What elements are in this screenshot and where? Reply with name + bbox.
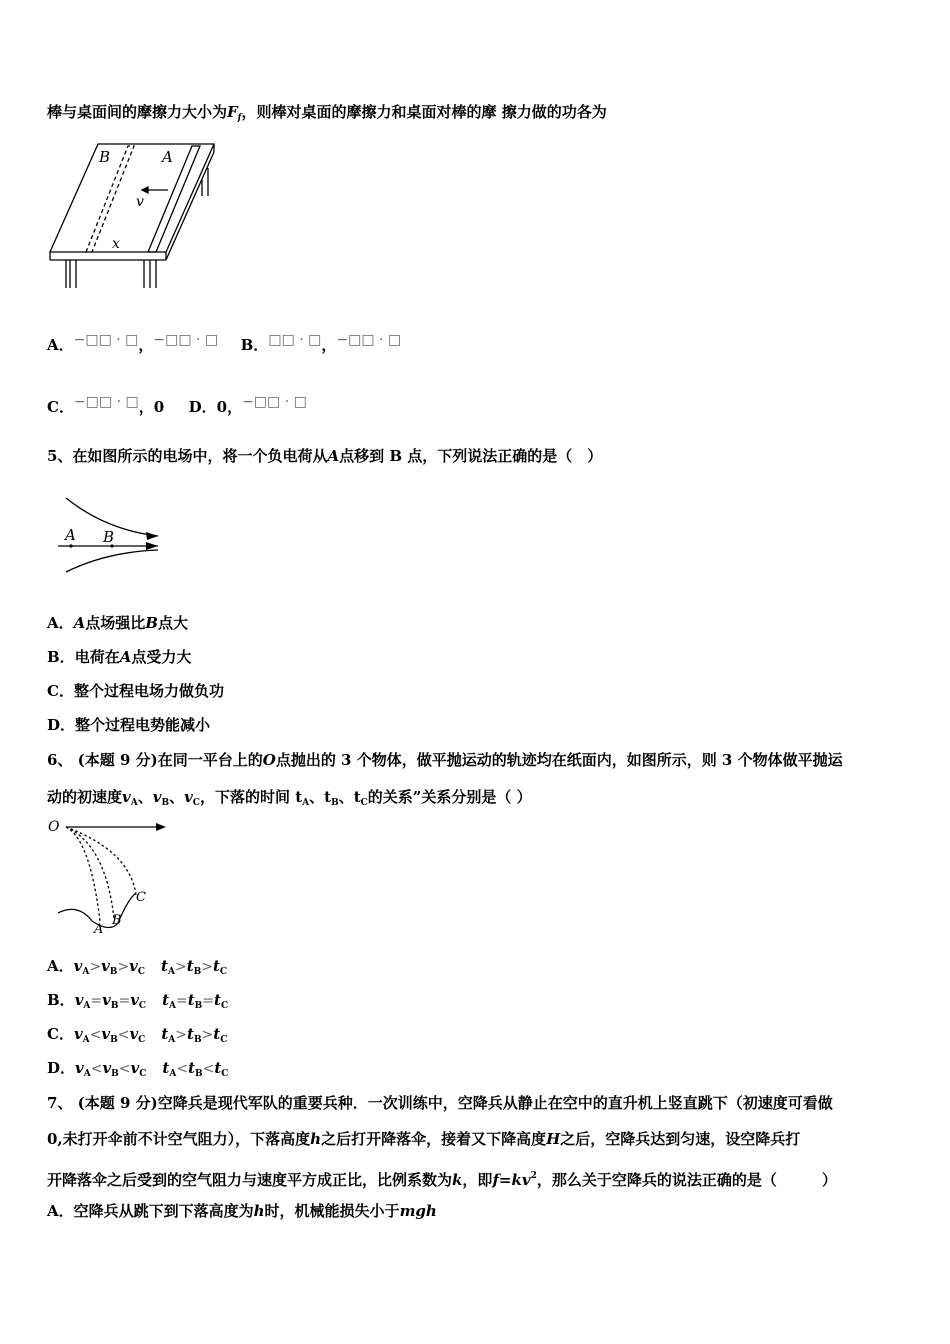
q5-option-d[interactable]: D．整个过程电势能减小: [47, 716, 211, 734]
q6-fig-label-o: O: [48, 819, 60, 835]
q5-option-a[interactable]: A．A点场强比B点大: [47, 614, 188, 632]
q4-fig-label-a: A: [162, 148, 173, 166]
q7-stem-line2: 0,未打开伞前不计空气阻力），下落高度h之后打开降落伞，接着又下降高度H之后，空降兵达到匀速，设空降兵打: [47, 1130, 801, 1148]
q6-stem-line1: 6、 (本题 9 分)在同一平台上的O点抛出的 3 个物体，做平抛运动的轨迹均在纸面内，如图所示，则 3 个物体做平抛运: [47, 751, 843, 769]
q5-option-b[interactable]: B．电荷在A点受力大: [47, 648, 192, 666]
q5-option-c[interactable]: C．整个过程电场力做负功: [47, 682, 224, 700]
q7-stem-line1: 7、 (本题 9 分)空降兵是现代军队的重要兵种．一次训练中，空降兵从静止在空中的直升机上竖直跳下（初速度可看做: [47, 1094, 833, 1112]
q6-option-d[interactable]: D．$v_A<v_B<v_C$ $t_A<t_B<t_C$: [47, 1059, 229, 1079]
q4-options-cd: [47, 394, 307, 418]
q6-option-c[interactable]: C．$v_A<v_B<v_C$ $t_A>t_B>t_C$: [47, 1025, 228, 1045]
q7-option-a[interactable]: A．空降兵从跳下到下落高度为h时，机械能损失小于mgh: [47, 1202, 437, 1220]
q4-fig-label-v: v: [136, 194, 144, 210]
q4-fig-label-x: x: [112, 236, 120, 252]
q6-option-b[interactable]: B．$v_A=v_B=v_C$ $t_A=t_B=t_C$: [47, 991, 229, 1011]
q5-figure: [54, 490, 184, 580]
q5-fig-label-a: A: [65, 526, 76, 544]
q4-options-ab: [47, 332, 402, 356]
q4-fig-label-b: B: [99, 148, 111, 166]
q4-option-a[interactable]: A．−□□ · □，−□□ · □: [47, 332, 219, 354]
q5-stem: 5、在如图所示的电场中，将一个负电荷从A点移到 B 点，下列说法正确的是（ ）: [47, 447, 603, 465]
q7-stem-line3: 开降落伞之后受到的空气阻力与速度平方成正比，比例系数为k，即$f=kv^2$，那么关于空降兵的说法正确的是（ ）: [47, 1171, 837, 1189]
q4-option-d[interactable]: D．0，−□□ · □: [188, 394, 307, 416]
q6-stem-line2: 动的初速度$v_A$、$v_B$、$v_C$，下落的时间 $t_A$、$t_B$、$t_C$的关系”关系分别是（ ）: [47, 788, 532, 808]
q4-figure: [44, 138, 244, 298]
q5-fig-label-b: B: [103, 528, 115, 546]
q6-fig-label-a: A: [94, 922, 104, 935]
q6-fig-label-b: B: [112, 913, 122, 928]
q6-fig-label-c: C: [136, 890, 146, 905]
q6-figure: [44, 815, 184, 935]
q4-stem: 棒与桌面间的摩擦力大小为$F_f$，则棒对桌面的摩擦力和桌面对棒的摩 擦力做的功各为: [47, 103, 607, 123]
q6-option-a[interactable]: A．$v_A>v_B>v_C$ $t_A>t_B>t_C$: [47, 957, 228, 977]
q4-option-b[interactable]: B．□□ · □，−□□ · □: [240, 332, 402, 354]
q4-option-c[interactable]: C．−□□ · □，0: [47, 394, 165, 416]
